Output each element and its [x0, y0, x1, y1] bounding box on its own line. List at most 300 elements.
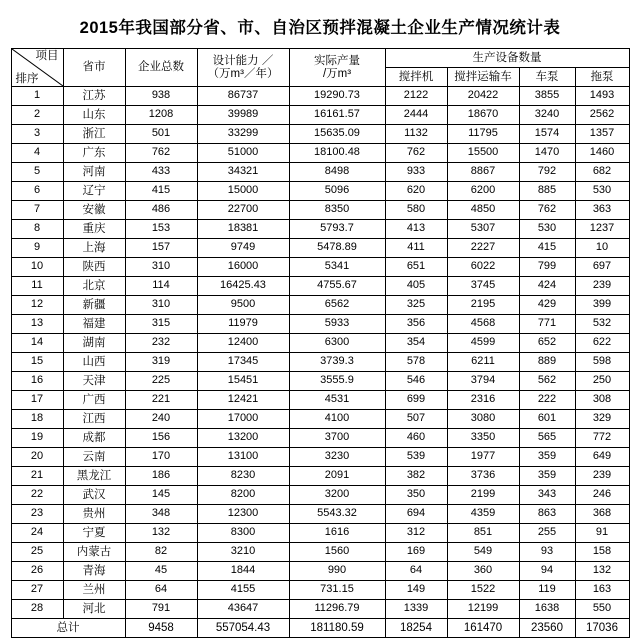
table-row: [11, 163, 629, 182]
header-actual-output: [289, 49, 385, 87]
row-mixer: 620: [385, 182, 447, 201]
row-trailer-pump: 1357: [575, 125, 629, 144]
row-output: 3200: [289, 486, 385, 505]
row-mixer-truck: 2227: [447, 239, 519, 258]
row-province: 广东: [63, 144, 125, 163]
row-province: 上海: [63, 239, 125, 258]
row-order: 2: [11, 106, 63, 125]
row-mixer-truck: 12199: [447, 600, 519, 619]
row-trailer-pump: 239: [575, 467, 629, 486]
row-province: 山西: [63, 353, 125, 372]
row-output: 731.15: [289, 581, 385, 600]
row-mixer: 169: [385, 543, 447, 562]
row-mixer: 356: [385, 315, 447, 334]
row-mixer-truck: 18670: [447, 106, 519, 125]
row-order: 21: [11, 467, 63, 486]
row-province: 兰州: [63, 581, 125, 600]
row-output: 8498: [289, 163, 385, 182]
row-trailer-pump: 368: [575, 505, 629, 524]
row-capacity: 17345: [197, 353, 289, 372]
table-row: [11, 410, 629, 429]
row-mixer-truck: 549: [447, 543, 519, 562]
statistics-table: [11, 48, 630, 638]
row-enterprises: 153: [125, 220, 197, 239]
row-capacity: 39989: [197, 106, 289, 125]
row-capacity: 1844: [197, 562, 289, 581]
row-trailer-pump: 598: [575, 353, 629, 372]
table-row: [11, 239, 629, 258]
row-trailer-pump: 308: [575, 391, 629, 410]
row-output: 4100: [289, 410, 385, 429]
row-trailer-pump: 10: [575, 239, 629, 258]
header-label-order: 排序: [15, 72, 39, 85]
row-output: 1560: [289, 543, 385, 562]
row-order: 13: [11, 315, 63, 334]
row-mixer: 1132: [385, 125, 447, 144]
row-order: 25: [11, 543, 63, 562]
row-order: 19: [11, 429, 63, 448]
row-mixer-truck: 5307: [447, 220, 519, 239]
row-output: 4755.67: [289, 277, 385, 296]
row-enterprises: 240: [125, 410, 197, 429]
total-capacity: 557054.43: [197, 619, 289, 638]
row-province: 安徽: [63, 201, 125, 220]
row-province: 新疆: [63, 296, 125, 315]
row-output: 5933: [289, 315, 385, 334]
row-mixer: 350: [385, 486, 447, 505]
row-truck-pump: 565: [519, 429, 575, 448]
row-capacity: 4155: [197, 581, 289, 600]
row-mixer: 382: [385, 467, 447, 486]
table-row: [11, 315, 629, 334]
row-output: 5478.89: [289, 239, 385, 258]
total-label: 总计: [11, 619, 125, 638]
row-output: 6562: [289, 296, 385, 315]
table-row: [11, 600, 629, 619]
row-province: 成都: [63, 429, 125, 448]
row-capacity: 15000: [197, 182, 289, 201]
row-truck-pump: 530: [519, 220, 575, 239]
row-trailer-pump: 132: [575, 562, 629, 581]
row-capacity: 8230: [197, 467, 289, 486]
row-capacity: 13200: [197, 429, 289, 448]
header-trailer-pump: 拖泵: [575, 68, 629, 87]
row-enterprises: 433: [125, 163, 197, 182]
header-design-capacity: [197, 49, 289, 87]
row-enterprises: 501: [125, 125, 197, 144]
row-enterprises: 45: [125, 562, 197, 581]
row-output: 2091: [289, 467, 385, 486]
row-output: 19290.73: [289, 87, 385, 106]
row-order: 9: [11, 239, 63, 258]
row-mixer-truck: 6200: [447, 182, 519, 201]
total-mixer-truck: 161470: [447, 619, 519, 638]
row-province: 河北: [63, 600, 125, 619]
row-trailer-pump: 91: [575, 524, 629, 543]
total-output: 181180.59: [289, 619, 385, 638]
row-mixer-truck: 15500: [447, 144, 519, 163]
row-province: 青海: [63, 562, 125, 581]
row-truck-pump: 119: [519, 581, 575, 600]
table-row: [11, 429, 629, 448]
row-order: 24: [11, 524, 63, 543]
row-trailer-pump: 622: [575, 334, 629, 353]
row-mixer-truck: 360: [447, 562, 519, 581]
row-mixer: 312: [385, 524, 447, 543]
total-mixer: 18254: [385, 619, 447, 638]
row-mixer-truck: 4850: [447, 201, 519, 220]
row-mixer-truck: 20422: [447, 87, 519, 106]
table-row: [11, 543, 629, 562]
row-province: 北京: [63, 277, 125, 296]
row-truck-pump: 1574: [519, 125, 575, 144]
row-province: 广西: [63, 391, 125, 410]
row-capacity: 86737: [197, 87, 289, 106]
row-output: 8350: [289, 201, 385, 220]
header-actual-output-line2: /万m³: [322, 67, 352, 80]
row-trailer-pump: 697: [575, 258, 629, 277]
row-province: 武汉: [63, 486, 125, 505]
row-province: 贵州: [63, 505, 125, 524]
row-mixer: 64: [385, 562, 447, 581]
row-mixer: 933: [385, 163, 447, 182]
row-truck-pump: 771: [519, 315, 575, 334]
row-enterprises: 170: [125, 448, 197, 467]
row-enterprises: 82: [125, 543, 197, 562]
row-enterprises: 415: [125, 182, 197, 201]
row-order: 28: [11, 600, 63, 619]
row-order: 14: [11, 334, 63, 353]
row-truck-pump: 1638: [519, 600, 575, 619]
row-trailer-pump: 250: [575, 372, 629, 391]
row-capacity: 9749: [197, 239, 289, 258]
header-equipment-group: 生产设备数量: [385, 49, 629, 68]
row-enterprises: 157: [125, 239, 197, 258]
row-truck-pump: 863: [519, 505, 575, 524]
row-order: 8: [11, 220, 63, 239]
row-order: 22: [11, 486, 63, 505]
row-mixer-truck: 3080: [447, 410, 519, 429]
row-trailer-pump: 158: [575, 543, 629, 562]
table-row: [11, 258, 629, 277]
row-trailer-pump: 682: [575, 163, 629, 182]
row-capacity: 3210: [197, 543, 289, 562]
row-mixer: 411: [385, 239, 447, 258]
row-mixer: 546: [385, 372, 447, 391]
row-output: 5543.32: [289, 505, 385, 524]
row-trailer-pump: 1237: [575, 220, 629, 239]
row-truck-pump: 762: [519, 201, 575, 220]
row-output: 1616: [289, 524, 385, 543]
row-order: 5: [11, 163, 63, 182]
row-province: 山东: [63, 106, 125, 125]
row-capacity: 15451: [197, 372, 289, 391]
table-row: [11, 182, 629, 201]
table-row: [11, 201, 629, 220]
row-output: 6300: [289, 334, 385, 353]
row-enterprises: 486: [125, 201, 197, 220]
table-row: [11, 524, 629, 543]
row-mixer: 413: [385, 220, 447, 239]
row-mixer-truck: 6211: [447, 353, 519, 372]
row-capacity: 9500: [197, 296, 289, 315]
table-row: [11, 505, 629, 524]
table-total-row: [11, 619, 629, 638]
row-mixer-truck: 1977: [447, 448, 519, 467]
row-mixer: 699: [385, 391, 447, 410]
total-enterprises: 9458: [125, 619, 197, 638]
row-enterprises: 64: [125, 581, 197, 600]
row-mixer: 460: [385, 429, 447, 448]
row-province: 陕西: [63, 258, 125, 277]
row-order: 15: [11, 353, 63, 372]
row-capacity: 12300: [197, 505, 289, 524]
row-capacity: 51000: [197, 144, 289, 163]
row-order: 7: [11, 201, 63, 220]
row-enterprises: 791: [125, 600, 197, 619]
row-output: 990: [289, 562, 385, 581]
row-mixer-truck: 11795: [447, 125, 519, 144]
row-order: 1: [11, 87, 63, 106]
row-capacity: 12421: [197, 391, 289, 410]
row-truck-pump: 889: [519, 353, 575, 372]
row-order: 26: [11, 562, 63, 581]
row-province: 宁夏: [63, 524, 125, 543]
row-order: 3: [11, 125, 63, 144]
row-mixer: 580: [385, 201, 447, 220]
row-truck-pump: 562: [519, 372, 575, 391]
total-trailer-pump: 17036: [575, 619, 629, 638]
table-row: [11, 87, 629, 106]
header-corner-cell: [11, 49, 63, 87]
row-capacity: 13100: [197, 448, 289, 467]
row-trailer-pump: 163: [575, 581, 629, 600]
row-mixer-truck: 6022: [447, 258, 519, 277]
table-body: [11, 87, 629, 638]
row-mixer: 405: [385, 277, 447, 296]
row-mixer-truck: 4568: [447, 315, 519, 334]
row-truck-pump: 652: [519, 334, 575, 353]
row-province: 内蒙古: [63, 543, 125, 562]
row-mixer-truck: 3745: [447, 277, 519, 296]
table-row: [11, 372, 629, 391]
row-output: 4531: [289, 391, 385, 410]
row-trailer-pump: 1493: [575, 87, 629, 106]
row-truck-pump: 359: [519, 448, 575, 467]
row-mixer-truck: 4359: [447, 505, 519, 524]
row-truck-pump: 222: [519, 391, 575, 410]
row-mixer-truck: 851: [447, 524, 519, 543]
row-province: 河南: [63, 163, 125, 182]
row-mixer-truck: 2195: [447, 296, 519, 315]
row-capacity: 16000: [197, 258, 289, 277]
row-enterprises: 315: [125, 315, 197, 334]
table-row: [11, 334, 629, 353]
row-order: 12: [11, 296, 63, 315]
row-mixer-truck: 4599: [447, 334, 519, 353]
row-output: 16161.57: [289, 106, 385, 125]
row-truck-pump: 429: [519, 296, 575, 315]
row-mixer-truck: 8867: [447, 163, 519, 182]
row-enterprises: 310: [125, 296, 197, 315]
row-order: 27: [11, 581, 63, 600]
row-enterprises: 186: [125, 467, 197, 486]
row-output: 15635.09: [289, 125, 385, 144]
row-trailer-pump: 329: [575, 410, 629, 429]
row-province: 重庆: [63, 220, 125, 239]
row-order: 16: [11, 372, 63, 391]
row-mixer-truck: 3350: [447, 429, 519, 448]
row-province: 黑龙江: [63, 467, 125, 486]
header-mixer-truck: 搅拌运输车: [447, 68, 519, 87]
row-mixer: 1339: [385, 600, 447, 619]
row-mixer-truck: 3736: [447, 467, 519, 486]
header-enterprise-total: 企业总数: [125, 49, 197, 87]
table-row: [11, 277, 629, 296]
row-mixer: 149: [385, 581, 447, 600]
row-enterprises: 310: [125, 258, 197, 277]
row-order: 10: [11, 258, 63, 277]
row-truck-pump: 3855: [519, 87, 575, 106]
row-enterprises: 145: [125, 486, 197, 505]
row-mixer: 2444: [385, 106, 447, 125]
row-order: 17: [11, 391, 63, 410]
row-truck-pump: 415: [519, 239, 575, 258]
row-trailer-pump: 532: [575, 315, 629, 334]
row-province: 云南: [63, 448, 125, 467]
row-enterprises: 132: [125, 524, 197, 543]
table-row: [11, 581, 629, 600]
row-capacity: 34321: [197, 163, 289, 182]
row-trailer-pump: 363: [575, 201, 629, 220]
row-province: 浙江: [63, 125, 125, 144]
row-enterprises: 762: [125, 144, 197, 163]
row-trailer-pump: 649: [575, 448, 629, 467]
row-enterprises: 348: [125, 505, 197, 524]
header-design-capacity-line1: 设计能力 ／: [212, 55, 274, 68]
row-enterprises: 232: [125, 334, 197, 353]
row-truck-pump: 799: [519, 258, 575, 277]
row-mixer: 354: [385, 334, 447, 353]
table-row: [11, 353, 629, 372]
row-truck-pump: 359: [519, 467, 575, 486]
row-trailer-pump: 239: [575, 277, 629, 296]
row-output: 5793.7: [289, 220, 385, 239]
table-row: [11, 486, 629, 505]
table-header: [11, 49, 629, 87]
row-capacity: 11979: [197, 315, 289, 334]
table-row: [11, 448, 629, 467]
table-row: [11, 296, 629, 315]
row-trailer-pump: 772: [575, 429, 629, 448]
row-trailer-pump: 399: [575, 296, 629, 315]
row-enterprises: 1208: [125, 106, 197, 125]
row-mixer-truck: 2199: [447, 486, 519, 505]
row-capacity: 8300: [197, 524, 289, 543]
table-row: [11, 391, 629, 410]
row-trailer-pump: 246: [575, 486, 629, 505]
row-mixer: 762: [385, 144, 447, 163]
table-row: [11, 106, 629, 125]
row-order: 11: [11, 277, 63, 296]
row-enterprises: 319: [125, 353, 197, 372]
row-enterprises: 156: [125, 429, 197, 448]
row-mixer-truck: 1522: [447, 581, 519, 600]
header-label-item: 项目: [35, 50, 59, 62]
row-province: 福建: [63, 315, 125, 334]
row-output: 5096: [289, 182, 385, 201]
header-province: 省市: [63, 49, 125, 87]
row-province: 江苏: [63, 87, 125, 106]
row-output: 11296.79: [289, 600, 385, 619]
row-enterprises: 938: [125, 87, 197, 106]
row-output: 18100.48: [289, 144, 385, 163]
table-row: [11, 125, 629, 144]
row-mixer: 651: [385, 258, 447, 277]
row-order: 23: [11, 505, 63, 524]
row-province: 天津: [63, 372, 125, 391]
row-trailer-pump: 530: [575, 182, 629, 201]
row-capacity: 16425.43: [197, 277, 289, 296]
row-mixer: 578: [385, 353, 447, 372]
row-mixer: 507: [385, 410, 447, 429]
row-output: 3230: [289, 448, 385, 467]
row-output: 5341: [289, 258, 385, 277]
row-output: 3739.3: [289, 353, 385, 372]
row-truck-pump: 601: [519, 410, 575, 429]
row-enterprises: 114: [125, 277, 197, 296]
row-mixer: 325: [385, 296, 447, 315]
header-design-capacity-line2: （万m³／年）: [207, 67, 279, 80]
total-truck-pump: 23560: [519, 619, 575, 638]
row-trailer-pump: 2562: [575, 106, 629, 125]
row-truck-pump: 885: [519, 182, 575, 201]
row-truck-pump: 792: [519, 163, 575, 182]
table-row: [11, 144, 629, 163]
row-province: 湖南: [63, 334, 125, 353]
row-capacity: 18381: [197, 220, 289, 239]
row-truck-pump: 3240: [519, 106, 575, 125]
row-truck-pump: 343: [519, 486, 575, 505]
header-truck-pump: 车泵: [519, 68, 575, 87]
row-capacity: 12400: [197, 334, 289, 353]
row-mixer-truck: 3794: [447, 372, 519, 391]
page-title: 2015年我国部分省、市、自治区预拌混凝土企业生产情况统计表: [79, 19, 561, 37]
row-order: 20: [11, 448, 63, 467]
row-trailer-pump: 1460: [575, 144, 629, 163]
row-truck-pump: 1470: [519, 144, 575, 163]
row-truck-pump: 93: [519, 543, 575, 562]
table-row: [11, 562, 629, 581]
header-mixer: 搅拌机: [385, 68, 447, 87]
row-order: 18: [11, 410, 63, 429]
row-capacity: 22700: [197, 201, 289, 220]
table-row: [11, 220, 629, 239]
row-mixer: 694: [385, 505, 447, 524]
row-capacity: 17000: [197, 410, 289, 429]
row-output: 3700: [289, 429, 385, 448]
row-capacity: 8200: [197, 486, 289, 505]
row-mixer: 2122: [385, 87, 447, 106]
row-order: 6: [11, 182, 63, 201]
row-output: 3555.9: [289, 372, 385, 391]
row-truck-pump: 424: [519, 277, 575, 296]
row-province: 江西: [63, 410, 125, 429]
row-mixer: 539: [385, 448, 447, 467]
row-province: 辽宁: [63, 182, 125, 201]
table-row: [11, 467, 629, 486]
row-trailer-pump: 550: [575, 600, 629, 619]
